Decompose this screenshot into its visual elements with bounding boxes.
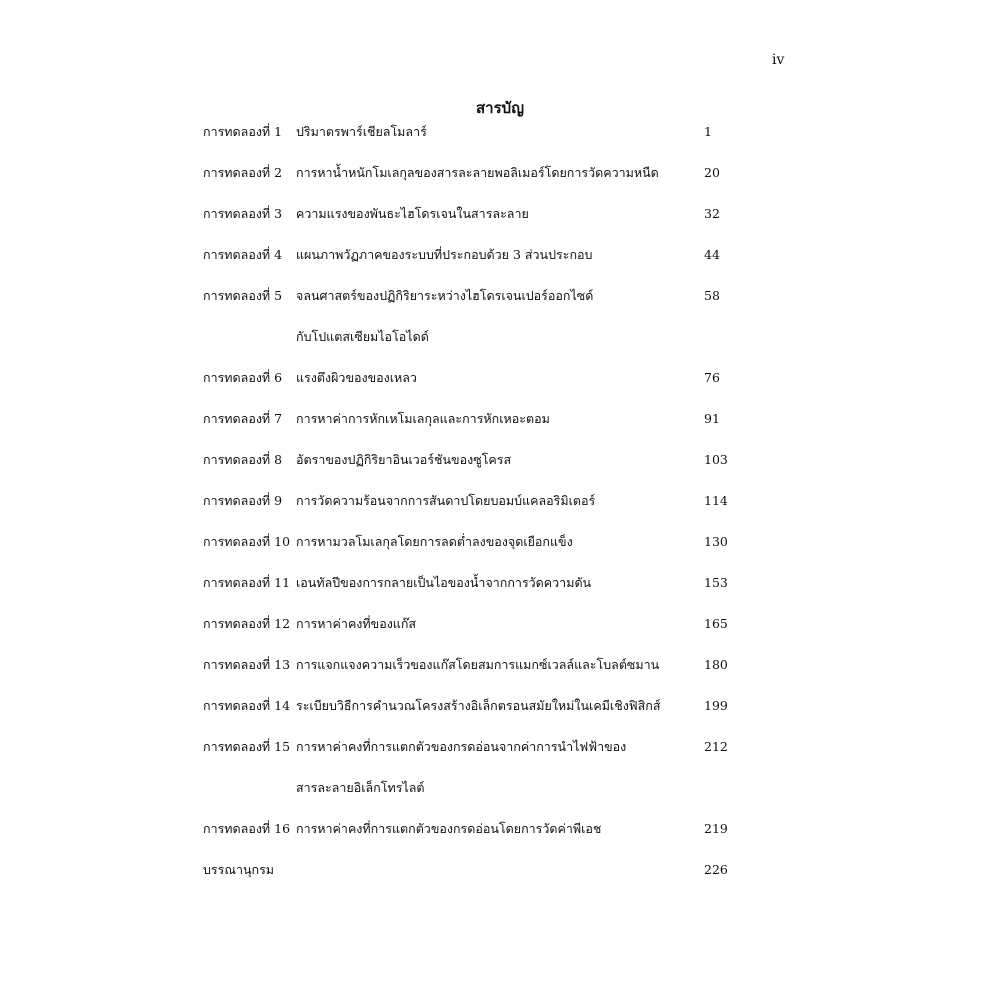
toc-entry-page: 114 <box>704 493 728 508</box>
toc-entry-label: การทดลองที่ 12 <box>203 616 291 631</box>
toc-entry-15 <box>0 735 1000 759</box>
toc-entry-title: อัตราของปฏิกิริยาอินเวอร์ชันของซูโครส <box>296 452 512 467</box>
toc-entry-13 <box>0 653 1000 677</box>
toc-entry-15-continuation <box>0 776 1000 800</box>
toc-entry-page: 165 <box>704 616 728 631</box>
toc-entry-5-continuation <box>0 325 1000 349</box>
toc-entry-page: 91 <box>704 411 720 426</box>
toc-entry-page: 32 <box>704 206 720 221</box>
toc-entry-label: การทดลองที่ 4 <box>203 247 283 262</box>
toc-entry-12 <box>0 612 1000 636</box>
toc-entry-page: 103 <box>704 452 728 467</box>
toc-entry-16 <box>0 817 1000 841</box>
toc-entry-1 <box>0 120 1000 144</box>
toc-entry-page: 199 <box>704 698 728 713</box>
toc-bibliography-page: 226 <box>704 862 728 877</box>
page-number: iv <box>772 52 785 68</box>
toc-entry-page: 180 <box>704 657 728 672</box>
toc-entry-title: การหามวลโมเลกุลโดยการลดต่ำลงของจุดเยือกแข็ง <box>296 534 573 549</box>
toc-entry-label: การทดลองที่ 5 <box>203 288 283 303</box>
toc-entry-10 <box>0 530 1000 554</box>
toc-entry-label: การทดลองที่ 1 <box>203 124 283 139</box>
toc-entry-title: แผนภาพวัฏภาคของระบบที่ประกอบด้วย 3 ส่วนประกอบ <box>296 247 593 262</box>
toc-entry-title: ระเบียบวิธีการคำนวณโครงสร้างอิเล็กตรอนสมัยใหม่ในเคมีเชิงฟิสิกส์ <box>296 698 661 713</box>
toc-entry-label: การทดลองที่ 10 <box>203 534 291 549</box>
toc-entry-page: 76 <box>704 370 720 385</box>
toc-entry-14 <box>0 694 1000 718</box>
page-title: สารบัญ <box>476 99 524 117</box>
toc-entry-5 <box>0 284 1000 308</box>
toc-entry-9 <box>0 489 1000 513</box>
toc-entry-title: เอนทัลปีของการกลายเป็นไอของน้ำจากการวัดความดัน <box>296 575 592 590</box>
toc-entry-title-continuation: กับโปแตสเซียมไอโอไดด์ <box>296 329 429 344</box>
toc-entry-3 <box>0 202 1000 226</box>
toc-entry-title: การแจกแจงความเร็วของแก๊สโดยสมการแมกซ์เวลล์และโบลต์ซมาน <box>296 657 660 672</box>
toc-entry-label: การทดลองที่ 7 <box>203 411 283 426</box>
toc-bibliography <box>0 858 1000 882</box>
toc-entry-title-continuation: สารละลายอิเล็กโทรไลต์ <box>296 780 425 795</box>
toc-entry-label: การทดลองที่ 6 <box>203 370 283 385</box>
toc-entry-title: การหาค่าคงที่การแตกตัวของกรดอ่อนโดยการวัดค่าพีเอช <box>296 821 602 836</box>
toc-bibliography-label: บรรณานุกรม <box>203 862 275 877</box>
toc-entry-2 <box>0 161 1000 185</box>
toc-entry-page: 58 <box>704 288 720 303</box>
toc-entry-label: การทดลองที่ 9 <box>203 493 283 508</box>
toc-entry-label: การทดลองที่ 13 <box>203 657 291 672</box>
toc-entry-title: การหาค่าคงที่ของแก๊ส <box>296 616 417 631</box>
toc-entry-page: 44 <box>704 247 720 262</box>
toc-entry-label: การทดลองที่ 2 <box>203 165 283 180</box>
toc-entry-title: จลนศาสตร์ของปฏิกิริยาระหว่างไฮโดรเจนเปอร์ออกไซด์ <box>296 288 594 303</box>
toc-entry-4 <box>0 243 1000 267</box>
toc-entry-title: การวัดความร้อนจากการสันดาปโดยบอมบ์แคลอริมิเตอร์ <box>296 493 596 508</box>
toc-entry-label: การทดลองที่ 16 <box>203 821 291 836</box>
toc-entry-title: ปริมาตรพาร์เชียลโมลาร์ <box>296 124 427 139</box>
toc-entry-title: การหาค่าการหักเหโมเลกุลและการหักเหอะตอม <box>296 411 550 426</box>
toc-entry-page: 153 <box>704 575 728 590</box>
toc-entry-page: 130 <box>704 534 728 549</box>
toc-entry-page: 20 <box>704 165 720 180</box>
toc-entry-label: การทดลองที่ 11 <box>203 575 291 590</box>
toc-entry-title: ความแรงของพันธะไฮโดรเจนในสารละลาย <box>296 206 529 221</box>
toc-entry-page: 1 <box>704 124 712 139</box>
toc-entry-8 <box>0 448 1000 472</box>
toc-entry-7 <box>0 407 1000 431</box>
toc-entry-label: การทดลองที่ 8 <box>203 452 283 467</box>
toc-entry-title: แรงตึงผิวของของเหลว <box>296 370 417 385</box>
toc-entry-title: การหาน้ำหนักโมเลกุลของสารละลายพอลิเมอร์โดยการวัดความหนืด <box>296 165 659 180</box>
toc-entry-label: การทดลองที่ 15 <box>203 739 291 754</box>
toc-entry-page: 212 <box>704 739 728 754</box>
toc-entry-title: การหาค่าคงที่การแตกตัวของกรดอ่อนจากค่าการนำไฟฟ้าของ <box>296 739 627 754</box>
toc-entry-6 <box>0 366 1000 390</box>
toc-entry-label: การทดลองที่ 3 <box>203 206 283 221</box>
toc-entry-11 <box>0 571 1000 595</box>
toc-entry-page: 219 <box>704 821 728 836</box>
toc-entry-label: การทดลองที่ 14 <box>203 698 291 713</box>
